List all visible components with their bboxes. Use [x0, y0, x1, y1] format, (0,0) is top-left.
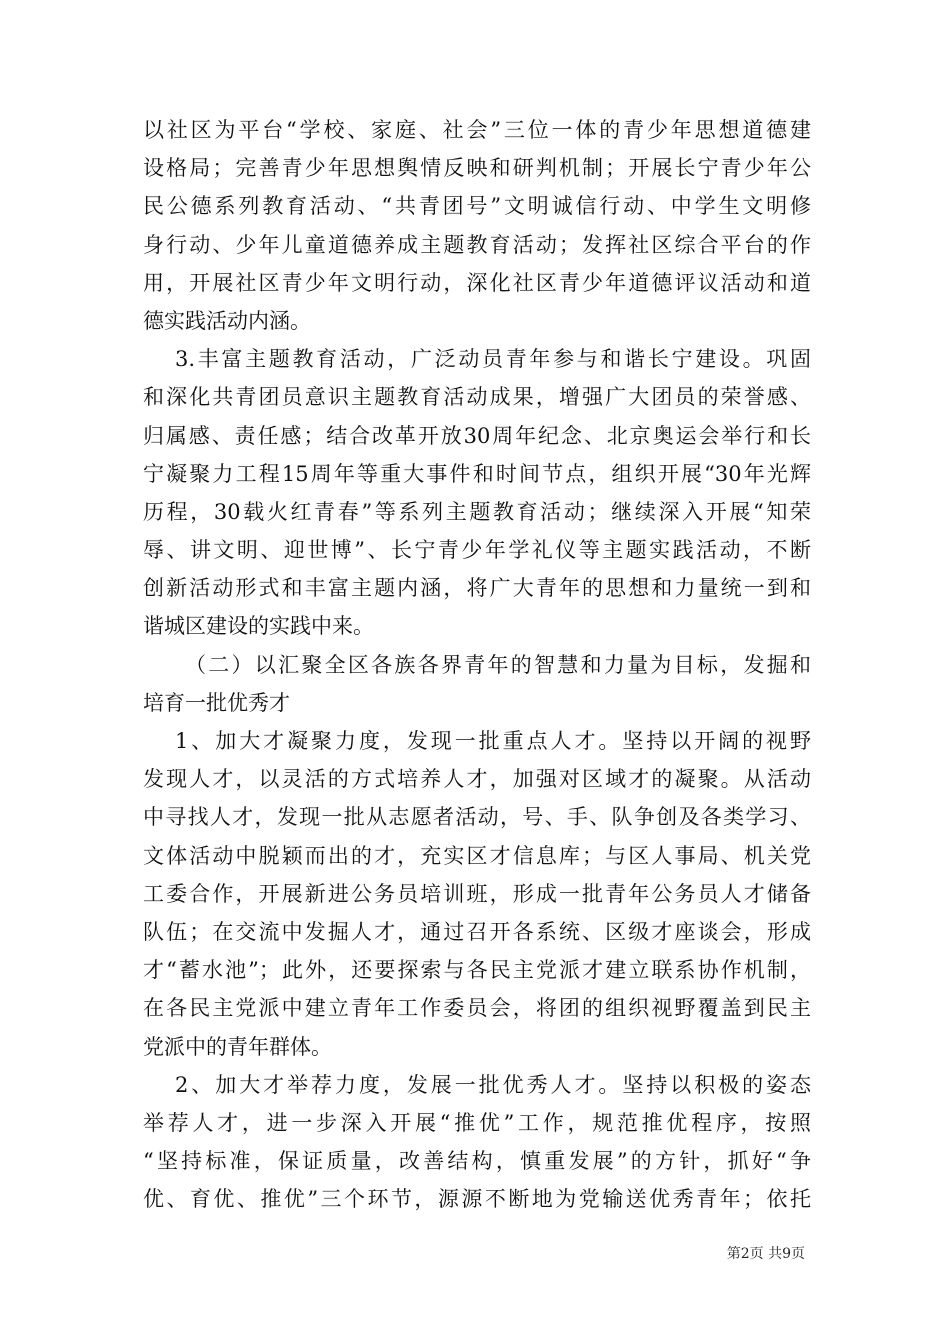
text-line: 设格局；完善青少年思想舆情反映和研判机制；开展长宁青少年公 [143, 156, 811, 181]
current-page-number: 2 [740, 1246, 750, 1262]
text-line: 中寻找人才，发现一批从志愿者活动，号、手、队争创及各类学习、 [143, 805, 811, 830]
text-line: 用，开展社区青少年文明行动，深化社区青少年道德评议活动和道 [143, 270, 811, 295]
text-line: 文体活动中脱颖而出的才，充实区才信息库；与区人事局、机关党 [143, 843, 811, 868]
text-line: 身行动、少年儿童道德养成主题教育活动；发挥社区综合平台的作 [143, 232, 811, 257]
total-page-count: 9 [782, 1246, 791, 1262]
text-line: 历程，30载火红青春”等系列主题教育活动；继续深入开展“知荣 [143, 499, 811, 524]
text-line: 举荐人才，进一步深入开展“推优”工作，规范推优程序，按照 [143, 1110, 811, 1135]
section-heading: （二）以汇聚全区各族各界青年的智慧和力量为目标，发掘和 [185, 652, 811, 677]
page-footer [0, 1243, 805, 1263]
text-line: 归属感、责任感；结合改革开放30周年纪念、北京奥运会举行和长 [143, 423, 811, 448]
text-line: 才“蓄水池”；此外，还要探索与各民主党派才建立联系协作机制， [143, 958, 811, 983]
text-line: 队伍；在交流中发掘人才，通过召开各系统、区级才座谈会，形成 [143, 919, 811, 944]
text-line: 创新活动形式和丰富主题内涵，将广大青年的思想和力量统一到和 [143, 576, 811, 601]
footer-label: 第 [726, 1246, 741, 1262]
text-line: 优、育优、推优”三个环节，源源不断地为党输送优秀青年；依托 [143, 1187, 811, 1212]
text-line: 和深化共青团员意识主题教育活动成果，增强广大团员的荣誉感、 [143, 385, 811, 410]
text-line: 谐城区建设的实践中来。 [143, 614, 374, 639]
text-line: 辱、讲文明、迎世博”、长宁青少年学礼仪等主题实践活动，不断 [143, 538, 811, 563]
footer-label: 页 [791, 1246, 805, 1262]
text-line: 在各民主党派中建立青年工作委员会，将团的组织视野覆盖到民主 [143, 996, 811, 1021]
section-heading: 培育一批优秀才 [143, 690, 290, 715]
text-line: 工委合作，开展新进公务员培训班，形成一批青年公务员人才储备 [143, 881, 811, 906]
text-line: 党派中的青年群体。 [143, 1034, 332, 1059]
text-line: 1、加大才凝聚力度，发现一批重点人才。坚持以开阔的视野 [175, 729, 811, 753]
text-line: “坚持标准，保证质量，改善结构，慎重发展”的方针，抓好“争 [143, 1149, 811, 1174]
text-line: 发现人才，以灵活的方式培养人才，加强对区域才的凝聚。从活动 [143, 767, 811, 792]
text-line: 德实践活动内涵。 [143, 308, 311, 333]
text-line: 宁凝聚力工程15周年等重大事件和时间节点，组织开展“30年光辉 [143, 461, 811, 486]
text-line: 民公德系列教育活动、“共青团号”文明诚信行动、中学生文明修 [143, 194, 811, 219]
footer-label: 页 共 [749, 1246, 783, 1262]
text-line: 3.丰富主题教育活动，广泛动员青年参与和谐长宁建设。巩固 [175, 347, 811, 372]
body-text [143, 111, 811, 1218]
text-line: 以社区为平台“学校、家庭、社会”三位一体的青少年思想道德建 [143, 118, 811, 142]
text-line: 2、加大才举荐力度，发展一批优秀人才。坚持以积极的姿态 [175, 1072, 811, 1097]
